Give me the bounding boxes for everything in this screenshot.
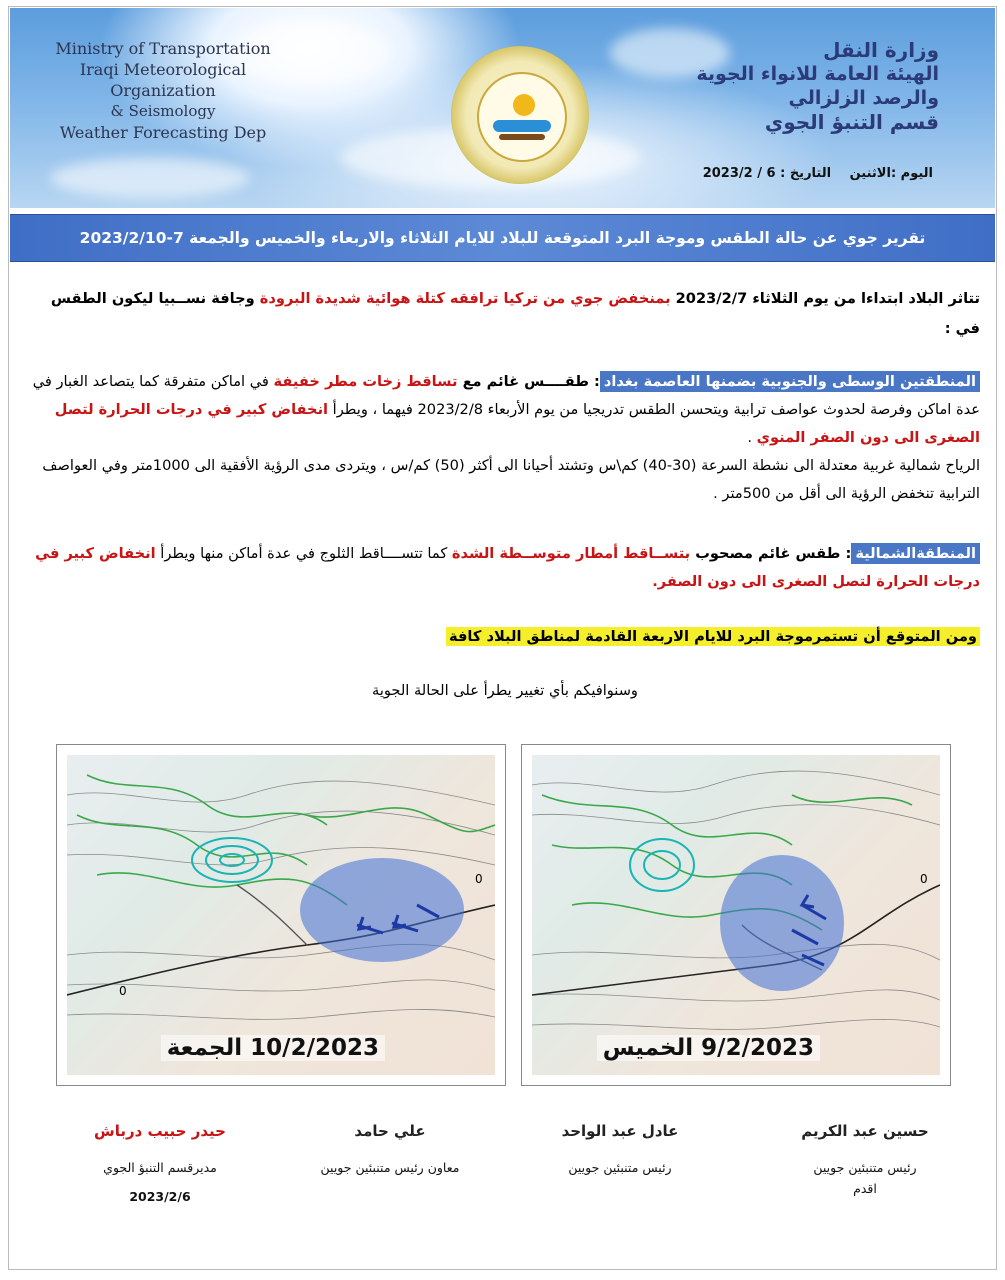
intro-red: بمنخفض جوي من تركيا ترافقه كتلة هوائية شديدة البرودة — [259, 290, 671, 307]
intro-text-1: تتاثر البلاد ابتداءا من يوم الثلاثاء 2023/2/7 — [670, 290, 980, 307]
intro-text-2: وجافة نســبيا ليكون الطقس في : — [50, 290, 980, 337]
intro-paragraph — [30, 284, 980, 344]
map-caption-thursday: 9/2/2023 الخميس — [597, 1035, 820, 1061]
cs-text-2: في اماكن متفرقة كما يتصاعد الغبار في عدة اماكن وفرصة لحدوث عواصف ترابية ويتحسن الطقس تدريجيا من يوم الأربعاء 2023/2/8 فيهما ، ويطرأ — [32, 373, 980, 418]
signature-assistant — [300, 1122, 480, 1175]
north-label: المنطقةالشمالية — [851, 543, 980, 564]
ar-department: قسم التنبؤ الجوي — [764, 110, 939, 134]
organization-logo — [451, 46, 589, 184]
north-text-1: : طقس غائم مصحوب — [690, 545, 852, 562]
date-label: التاريخ : 6 / 2023/2 — [702, 166, 832, 181]
ar-ministry: وزارة النقل — [823, 38, 939, 62]
cold-wave-text: ومن المتوقع أن تستمرموجة البرد للايام الاربعة القادمة لمناطق البلاد كافة — [446, 627, 980, 646]
signature-chief-1 — [530, 1122, 710, 1175]
report-title: تقرير جوي عن حالة الطقس وموجة البرد المتوقعة للبلاد للايام الثلاثاء والاربعاء والخميس والجمعة 7-2023/2/10 — [10, 214, 995, 262]
north-section — [30, 540, 980, 596]
central-south-label: المنطقتين الوسطى والجنوبية بضمنها العاصمة بغداد — [600, 371, 980, 392]
cold-wave-line — [30, 624, 980, 650]
sig-title-4: رئيس متنبئين جويين — [813, 1160, 917, 1175]
north-red-2: انخفاض كبير في درجات الحرارة لتصل الصغرى الى دون الصفر. — [35, 545, 980, 590]
arabic-org-name — [696, 38, 939, 134]
day-label: اليوم :الاثنين — [849, 166, 933, 181]
english-org-name — [38, 38, 288, 143]
forecast-map-friday — [56, 744, 506, 1086]
sig-title-2: معاون رئيس متنبئين جويين — [320, 1160, 460, 1175]
isobar-zero-label-friday-1: 0 — [119, 984, 127, 998]
signature-forecast-director — [70, 1122, 250, 1204]
forecast-map-thursday — [521, 744, 951, 1086]
cs-text-1: : طقــــس غائم مع — [457, 373, 600, 390]
north-red-1: بتســاقط أمطار متوســطة الشدة — [451, 545, 691, 562]
signature-chief-senior — [770, 1122, 960, 1196]
sig-date-1: 2023/2/6 — [129, 1189, 191, 1204]
isobar-zero-label-thursday: 0 — [920, 872, 928, 886]
closing-line: وسنوافيكم بأي تغيير يطرأ على الحالة الجوية — [372, 682, 638, 699]
cs-text-3: . — [747, 429, 757, 446]
sig-name-4: حسين عبد الكريم — [801, 1122, 929, 1140]
sig-title-1: مديرقسم التنبؤ الجوي — [103, 1160, 217, 1175]
north-text-2: كما تتســــاقط الثلوج في عدة أماكن منها ويطرأ — [155, 545, 452, 562]
sig-name-2: علي حامد — [354, 1122, 426, 1140]
central-south-section — [30, 368, 980, 508]
sig-extra-4: اقدم — [853, 1181, 877, 1196]
en-line-2: Iraqi Meteorological Organization — [79, 60, 247, 100]
header-banner — [10, 8, 995, 208]
ar-authority: الهيئة العامة للانواء الجوية — [696, 63, 939, 85]
cs-red-1: تساقط زخات مطر خفيفة — [273, 373, 458, 390]
en-line-1: Ministry of Transportation — [55, 39, 271, 58]
sig-name-3: عادل عبد الواحد — [561, 1122, 679, 1140]
ar-seismic: والرصد الزلزالي — [788, 87, 939, 109]
sig-title-3: رئيس متنبئين جويين — [568, 1160, 672, 1175]
cs-red-2: انخفاض كبير في درجات الحرارة لتصل الصغرى الى دون الصفر المنوي — [54, 401, 980, 446]
map-caption-friday: 10/2/2023 الجمعة — [161, 1035, 385, 1061]
isobar-zero-label-friday-2: 0 — [475, 872, 483, 886]
cs-wind: الرياح شمالية غربية معتدلة الى نشطة السرعة (30-40) كم\س وتشتد أحيانا الى أكثر (50) كم/س ، ويتردى مدى الرؤية الأفقية الى 1000متر وفي العواصف الترابية تنخفض الرؤية الى أقل من 500متر . — [42, 457, 980, 502]
sig-name-1: حيدر حبيب درباش — [94, 1122, 226, 1140]
en-line-4: Weather Forecasting Dep — [59, 123, 267, 142]
date-line — [689, 166, 933, 181]
en-line-3: & Seismology — [110, 102, 216, 120]
